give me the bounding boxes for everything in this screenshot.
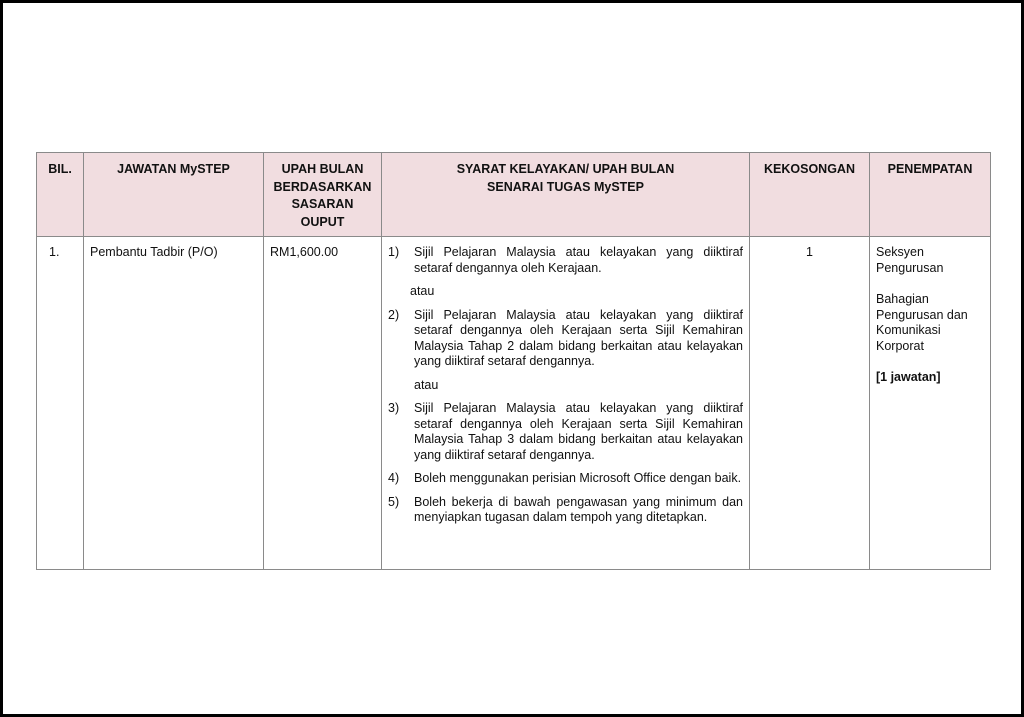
- list-item: [388, 245, 743, 276]
- requirements-list: [388, 245, 743, 526]
- header-upah-line: UPAH BULAN: [281, 162, 364, 176]
- header-kekosongan: KEKOSONGAN: [750, 153, 870, 237]
- list-item-number: 2): [388, 307, 400, 322]
- list-item-number: 5): [388, 494, 400, 509]
- list-item: [388, 495, 743, 526]
- list-item-number: 1): [388, 245, 400, 259]
- penempatan-line: Seksyen: [876, 245, 924, 259]
- list-item-text: Sijil Pelajaran Malaysia atau kelayakan yang diiktiraf setaraf dengannya oleh Kerajaan serta Sijil Kemahiran Malaysia Tahap 3 dalam bidang berkaitan atau kelayakan yang diiktiraf setaraf dengannya.: [414, 401, 743, 462]
- penempatan-line: Bahagian: [876, 292, 929, 306]
- list-item-number: 4): [388, 471, 400, 485]
- cell-upah: RM1,600.00: [264, 237, 382, 570]
- cell-syarat: [382, 237, 750, 570]
- penempatan-line: Pengurusan dan: [876, 307, 968, 322]
- list-item-number: 3): [388, 401, 400, 415]
- list-item-text: Sijil Pelajaran Malaysia atau kelayakan yang diiktiraf setaraf dengannya oleh Kerajaan.: [414, 245, 743, 275]
- header-syarat-line: SENARAI TUGAS MySTEP: [487, 179, 644, 194]
- list-item: [388, 401, 743, 463]
- list-item-text: Boleh menggunakan perisian Microsoft Office dengan baik.: [414, 471, 742, 485]
- penempatan-line: Komunikasi: [876, 323, 941, 337]
- header-upah-line: SASARAN: [291, 197, 354, 211]
- penempatan-bahagian: [876, 292, 984, 354]
- header-syarat-line: SYARAT KELAYAKAN/ UPAH BULAN: [456, 162, 675, 176]
- document-page: [3, 3, 1021, 714]
- header-upah: [264, 153, 382, 237]
- cell-bil: 1.: [37, 237, 84, 570]
- table-header-row: [37, 153, 991, 237]
- atau-separator: atau: [410, 284, 435, 298]
- cell-kekosongan: 1: [750, 237, 870, 570]
- list-item: [388, 471, 743, 487]
- penempatan-seksyen: [876, 245, 984, 276]
- cell-penempatan: [870, 237, 991, 570]
- header-upah-line: BERDASARKAN: [273, 179, 372, 194]
- list-item-text: Boleh bekerja di bawah pengawasan yang minimum dan menyiapkan tugasan dalam tempoh yang ditetapkan.: [414, 494, 743, 524]
- jawatan-count: [1 jawatan]: [876, 370, 941, 384]
- header-penempatan: PENEMPATAN: [870, 153, 991, 237]
- penempatan-line: Korporat: [876, 338, 924, 353]
- header-bil: BIL.: [37, 153, 84, 237]
- header-jawatan: JAWATAN MySTEP: [84, 153, 264, 237]
- cell-jawatan: Pembantu Tadbir (P/O): [84, 237, 264, 570]
- header-syarat: [382, 153, 750, 237]
- list-item-text: Sijil Pelajaran Malaysia atau kelayakan yang diiktiraf setaraf dengannya oleh Kerajaan serta Sijil Kemahiran Malaysia Tahap 2 dalam bidang berkaitan atau kelayakan yang diiktiraf setaraf dengannya.: [414, 307, 743, 368]
- list-item: [388, 308, 743, 370]
- header-upah-line: OUPUT: [300, 214, 345, 229]
- job-vacancy-table: [36, 152, 991, 570]
- table-row: [37, 237, 991, 570]
- atau-separator: atau: [414, 377, 439, 392]
- penempatan-line: Pengurusan: [876, 260, 944, 275]
